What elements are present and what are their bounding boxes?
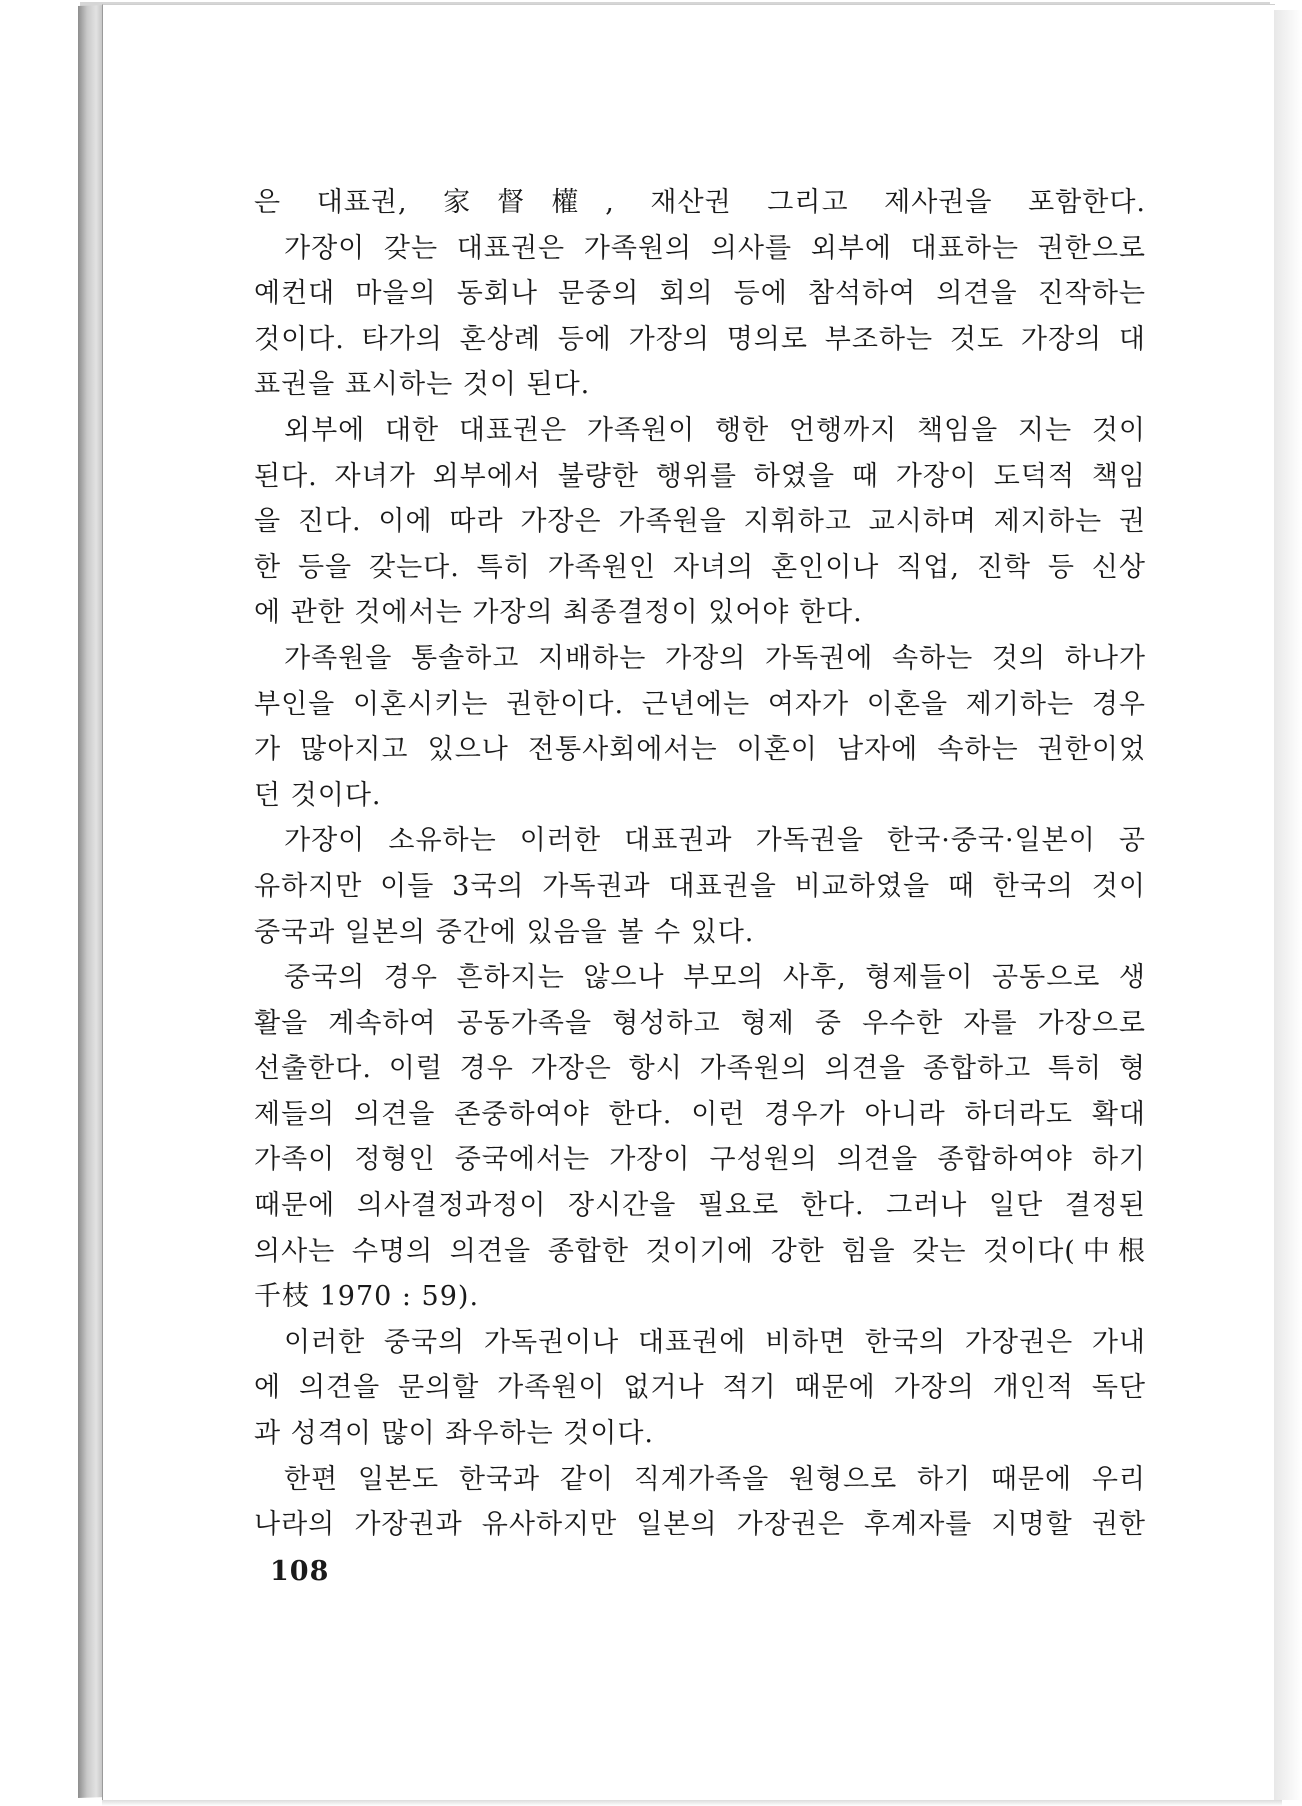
text-line: 때문에 의사결정과정이 장시간을 필요로 한다. 그러나 일단 결정된 [254, 1190, 1146, 1222]
text-line: 에 관한 것에서는 가장의 최종결정이 있어야 한다. [254, 597, 863, 629]
text-line: 이러한 중국의 가독권이나 대표권에 비하면 한국의 가장권은 가내 [284, 1326, 1146, 1358]
text-line: 제들의 의견을 존중하여야 한다. 이런 경우가 아니라 하더라도 확대 [254, 1098, 1146, 1130]
text-line: 외부에 대한 대표권은 가족원이 행한 언행까지 책임을 지는 것이 [284, 414, 1146, 446]
text-line: 을 진다. 이에 따라 가장은 가족원을 지휘하고 교시하며 제지하는 권 [254, 506, 1146, 538]
text-line: 중국의 경우 흔하지는 않으나 부모의 사후, 형제들이 공동으로 생 [284, 962, 1146, 994]
text-line: 선출한다. 이럴 경우 가장은 항시 가족원의 의견을 종합하고 특히 형 [254, 1053, 1146, 1085]
text-line: 가장이 소유하는 이러한 대표권과 가독권을 한국·중국·일본이 공 [284, 825, 1146, 857]
text-line: 의사는 수명의 의견을 종합한 것이기에 강한 힘을 갖는 것이다(中根 [254, 1235, 1146, 1267]
page-number: 108 [270, 1556, 330, 1587]
text-line: 한편 일본도 한국과 같이 직계가족을 원형으로 하기 때문에 우리 [284, 1463, 1146, 1495]
text-line: 가족원을 통솔하고 지배하는 가장의 가독권에 속하는 것의 하나가 [284, 642, 1146, 674]
text-line: 것이다. 타가의 혼상례 등에 가장의 명의로 부조하는 것도 가장의 대 [254, 323, 1146, 355]
text-line: 千枝 1970 : 59). [254, 1281, 480, 1313]
text-line: 부인을 이혼시키는 권한이다. 근년에는 여자가 이혼을 제기하는 경우 [254, 688, 1146, 720]
body-text [254, 180, 1146, 1548]
text-line: 던 것이다. [254, 779, 382, 811]
text-line: 과 성격이 많이 좌우하는 것이다. [254, 1418, 654, 1450]
page-right-shadow [1274, 10, 1302, 1800]
text-line: 가장이 갖는 대표권은 가족원의 의사를 외부에 대표하는 권한으로 [284, 232, 1146, 264]
text-line: 한 등을 갖는다. 특히 가족원인 자녀의 혼인이나 직업, 진학 등 신상 [254, 551, 1146, 583]
text-line: 예컨대 마을의 동회나 문중의 회의 등에 참석하여 의견을 진작하는 [254, 278, 1146, 310]
text-line: 가족이 정형인 중국에서는 가장이 구성원의 의견을 종합하여야 하기 [254, 1144, 1146, 1176]
text-line: 가 많아지고 있으나 전통사회에서는 이혼이 남자에 속하는 권한이었 [254, 734, 1146, 766]
text-line: 활을 계속하여 공동가족을 형성하고 형제 중 우수한 자를 가장으로 [254, 1007, 1146, 1039]
page-bottom-shadow [102, 1800, 1282, 1806]
text-line: 유하지만 이들 3국의 가독권과 대표권을 비교하였을 때 한국의 것이 [254, 870, 1146, 902]
text-line: 나라의 가장권과 유사하지만 일본의 가장권은 후계자를 지명할 권한 [254, 1509, 1146, 1541]
text-line: 에 의견을 문의할 가족원이 없거나 적기 때문에 가장의 개인적 독단 [254, 1372, 1146, 1404]
text-line: 표권을 표시하는 것이 된다. [254, 369, 591, 401]
book-page-stack-edge [78, 5, 104, 1798]
text-line: 된다. 자녀가 외부에서 불량한 행위를 하였을 때 가장이 도덕적 책임 [254, 460, 1146, 492]
text-line: 중국과 일본의 중간에 있음을 볼 수 있다. [254, 916, 755, 948]
text-line: 은 대표권, 家督權, 재산권 그리고 제사권을 포함한다. [254, 187, 1146, 218]
